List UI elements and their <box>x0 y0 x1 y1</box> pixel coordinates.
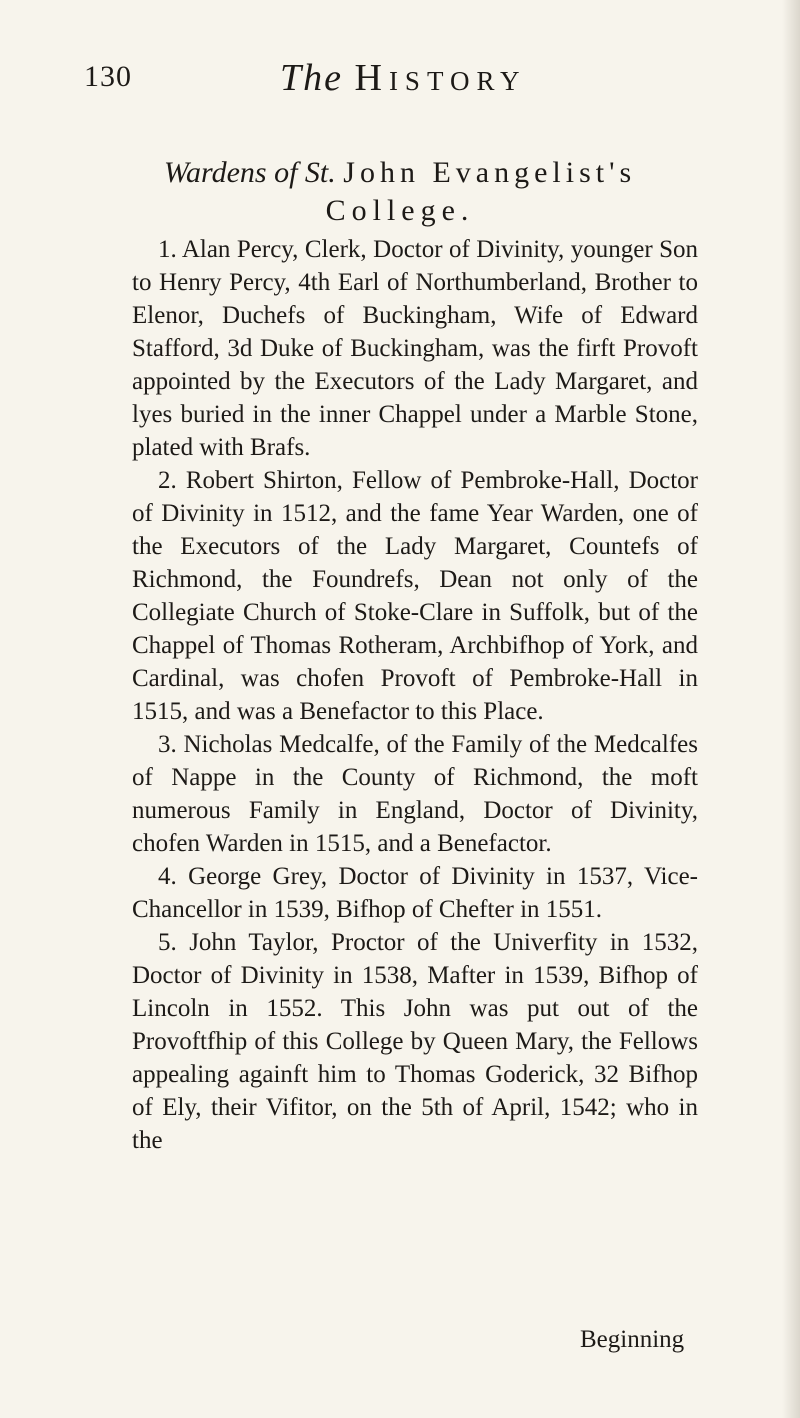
heading-college: College. <box>325 194 475 227</box>
running-title-the: The <box>280 57 343 99</box>
section-heading <box>0 154 800 230</box>
running-head <box>0 56 800 116</box>
heading-wardens: Wardens of St. <box>163 156 336 189</box>
running-title <box>280 56 526 100</box>
heading-college-name: John Evangelist's <box>343 156 637 189</box>
wardens-list <box>132 233 698 1157</box>
warden-entry-3: 3. Nicholas Medcalfe, of the Family of the Medcalfes of Nappe in the County of Richmond, the moft numerous Family in England, Doctor of Divinity, chofen Warden in 1515, and a Benefactor. <box>132 731 698 857</box>
warden-entry-5: 5. John Taylor, Proctor of the Univerfity in 1532, Doctor of Divinity in 1538, Mafter in 1539, Bifhop of Lincoln in 1552. This John was put out of the Provoftfhip of this College by Queen Mary, the Fellows appealing againft him to Thomas Goderick, 32 Bifhop of Ely, their Vifitor, on the 5th of April, 1542; who in the <box>132 929 698 1154</box>
catchword: Beginning <box>580 1326 685 1353</box>
page-number: 130 <box>84 60 132 93</box>
running-title-history: History <box>354 57 527 99</box>
warden-entry-1: 1. Alan Percy, Clerk, Doctor of Divinity, younger Son to Henry Percy, 4th Earl of Northumberland, Brother to Elenor, Duchefs of Buckingham, Wife of Edward Stafford, 3d Duke of Buckingham, was the firft Provoft appointed by the Executors of the Lady Margaret, and lyes buried in the inner Chappel under a Marble Stone, plated with Brafs. <box>132 236 698 461</box>
warden-entry-2: 2. Robert Shirton, Fellow of Pembroke-Hall, Doctor of Divinity in 1512, and the fame Year Warden, one of the Executors of the Lady Margaret, Countefs of Richmond, the Foundrefs, Dean not only of the Collegiate Church of Stoke-Clare in Suffolk, but of the Chappel of Thomas Rotheram, Archbifhop of York, and Cardinal, was chofen Provoft of Pembroke-Hall in 1515, and was a Benefactor to this Place. <box>132 467 698 725</box>
warden-entry-4: 4. George Grey, Doctor of Divinity in 1537, Vice-Chancellor in 1539, Bifhop of Chefter in 1551. <box>132 863 698 923</box>
